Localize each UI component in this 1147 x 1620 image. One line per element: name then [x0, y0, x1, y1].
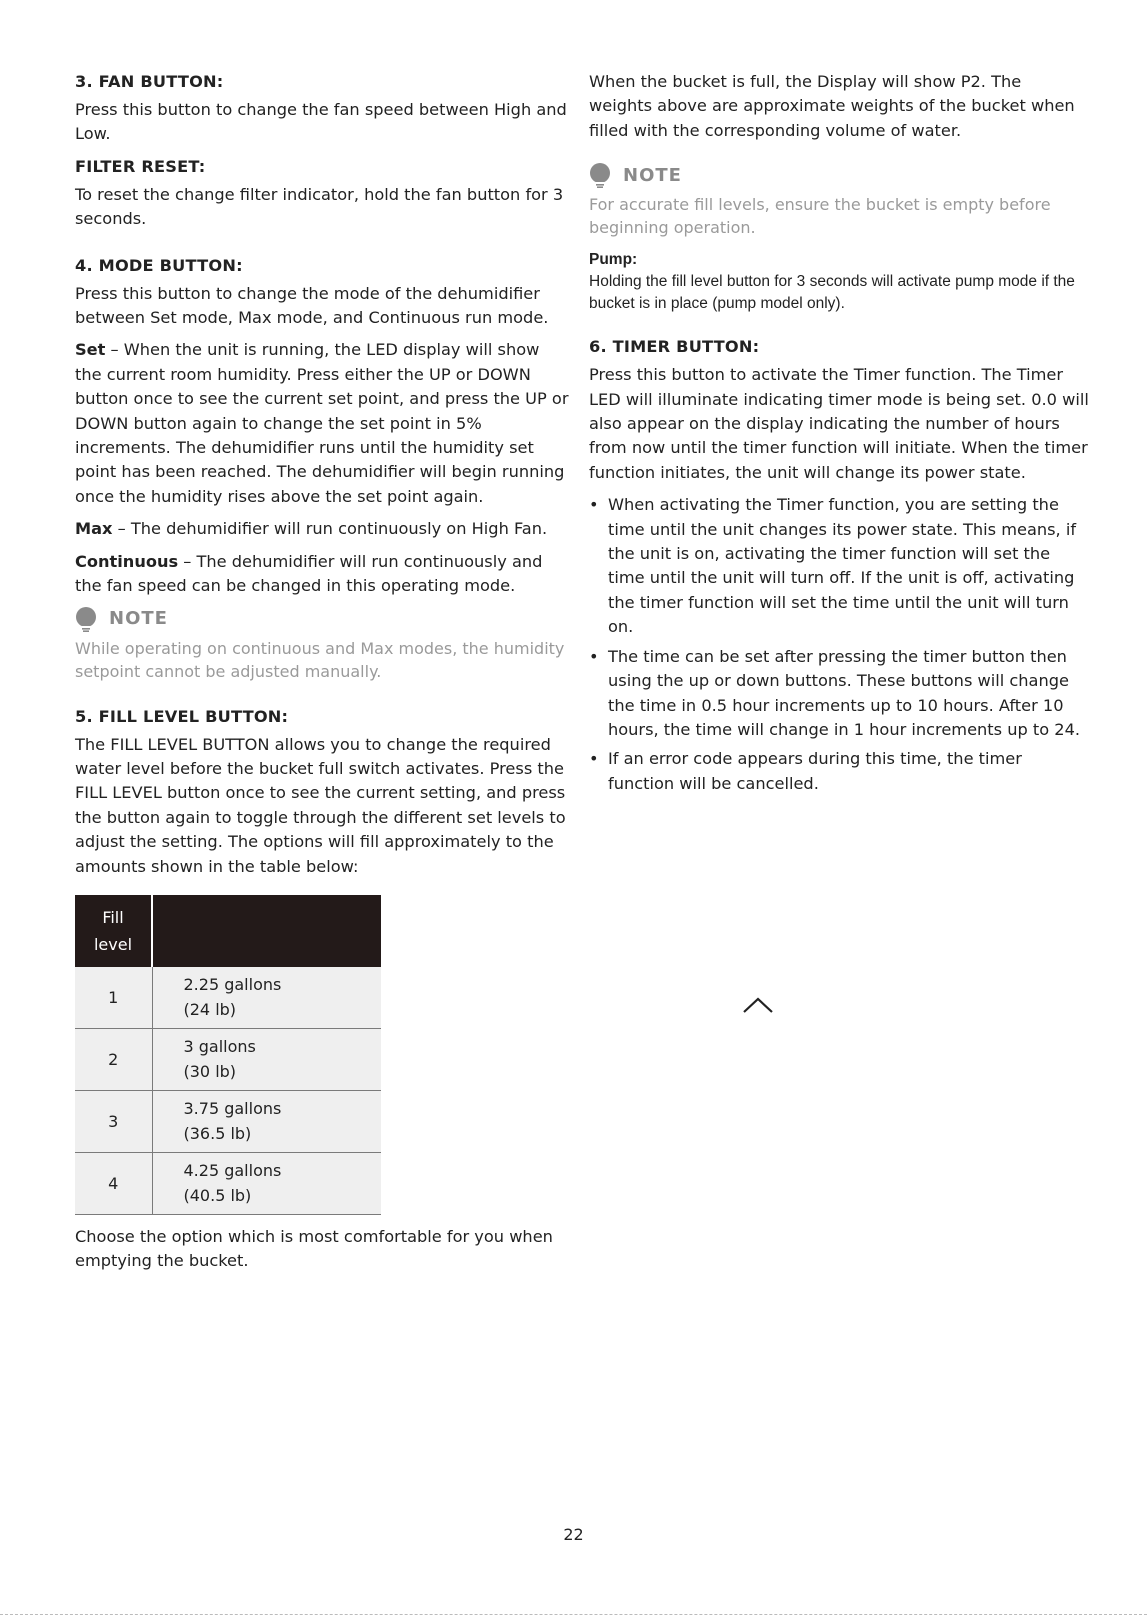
fill-level-heading: 5. FILL LEVEL BUTTON: — [75, 706, 289, 726]
fill-level-cell: 3 — [75, 1090, 152, 1152]
note-label: NOTE — [623, 165, 682, 187]
list-item: • The time can be set after pressing the timer button then using the up or down buttons. These buttons will change the time in 0.5 hour increments up to 10 hours. After 10 hours, the time will change in 1 hour increments up to 24. — [589, 645, 1089, 743]
set-mode-term: Set — [75, 340, 106, 360]
amount-cell: 2.25 gallons (24 lb) — [152, 967, 381, 1029]
timer-button-text: Press this button to activate the Timer function. The Timer LED will illuminate indicating timer mode is being set. 0.0 will also appear on the display indicating the number of hours from now until the timer function will initiate. When the timer function initiates, the unit will change its power state. — [589, 365, 1089, 482]
table-header-row — [75, 895, 381, 967]
note-header — [75, 607, 570, 633]
right-column — [589, 70, 1089, 801]
lightbulb-icon — [75, 607, 97, 633]
fan-button-text: Press this button to change the fan speed between High and Low. — [75, 100, 567, 144]
filter-reset-heading: FILTER RESET: — [75, 156, 206, 176]
continuous-mode-text: – The dehumidifier will run continuously and the fan speed can be changed in this operating mode. — [75, 551, 543, 596]
max-mode-term: Max — [75, 519, 113, 539]
fill-level-cell: 4 — [75, 1152, 152, 1214]
table-row — [75, 1090, 381, 1152]
amount-cell: 3 gallons (30 lb) — [152, 1028, 381, 1090]
pump-text: Holding the fill level button for 3 seconds will activate pump mode if the bucket is in place (pump model only). — [589, 273, 1075, 313]
note-text: While operating on continuous and Max modes, the humidity setpoint cannot be adjusted manually. — [75, 638, 565, 681]
note-text: For accurate fill levels, ensure the bucket is empty before beginning operation. — [589, 195, 1051, 238]
lightbulb-icon — [589, 163, 611, 189]
set-mode-paragraph — [75, 338, 570, 509]
page-bottom-divider — [0, 1614, 1147, 1615]
timer-button-heading: 6. TIMER BUTTON: — [589, 337, 760, 357]
note-header — [589, 163, 1089, 189]
pump-heading: Pump: — [589, 251, 638, 269]
set-mode-text: – When the unit is running, the LED display will show the current room humidity. Press either the UP or DOWN button once to see the current set point, and press the UP or DOWN button again to change the set point in 5% increments. The dehumidifier runs until the humidity set point has been reached. The dehumidifier will begin running once the humidity rises above the set point again. — [75, 340, 569, 506]
list-item: • If an error code appears during this time, the timer function will be cancelled. — [589, 747, 1089, 796]
amount-column-header — [152, 895, 381, 967]
table-row — [75, 1028, 381, 1090]
bucket-full-text: When the bucket is full, the Display will show P2. The weights above are approximate weights of the bucket when filled with the corresponding volume of water. — [589, 72, 1075, 140]
timer-bullet-list — [589, 493, 1089, 796]
table-row — [75, 967, 381, 1029]
continuous-mode-paragraph — [75, 550, 570, 599]
max-mode-text: – The dehumidifier will run continuously on High Fan. — [112, 519, 548, 539]
fill-level-cell: 1 — [75, 967, 152, 1029]
table-row — [75, 1152, 381, 1214]
chevron-up-icon[interactable] — [742, 996, 774, 1014]
continuous-mode-term: Continuous — [75, 551, 179, 571]
amount-cell: 4.25 gallons (40.5 lb) — [152, 1152, 381, 1214]
fill-level-table — [75, 895, 381, 1215]
max-mode-paragraph — [75, 517, 570, 541]
fill-level-after-text: Choose the option which is most comfortable for you when emptying the bucket. — [75, 1226, 553, 1271]
left-column — [75, 70, 570, 1282]
fan-button-heading: 3. FAN BUTTON: — [75, 72, 224, 91]
fill-level-text: The FILL LEVEL BUTTON allows you to change the required water level before the bucket full switch activates. Press the FILL LEVEL button once to see the current setting, and press the button again to toggle through the different set levels to adjust the setting. The options will fill approximately to the amounts shown in the table below: — [75, 734, 566, 876]
filter-reset-text: To reset the change filter indicator, hold the fan button for 3 seconds. — [75, 184, 564, 229]
pump-section — [589, 249, 1089, 315]
list-item: • When activating the Timer function, you are setting the time until the unit changes its power state. This means, if the unit is on, activating the timer function will set the time until the unit will turn off. If the unit is off, activating the timer function will set the time until the unit will turn on. — [589, 493, 1089, 639]
mode-button-text: Press this button to change the mode of the dehumidifier between Set mode, Max mode, and Continuous run mode. — [75, 283, 549, 328]
fill-level-cell: 2 — [75, 1028, 152, 1090]
note-label: NOTE — [109, 608, 168, 630]
amount-cell: 3.75 gallons (36.5 lb) — [152, 1090, 381, 1152]
mode-button-heading: 4. MODE BUTTON: — [75, 255, 243, 275]
fill-level-column-header: Fill level — [75, 895, 152, 967]
page-number: 22 — [563, 1525, 584, 1544]
